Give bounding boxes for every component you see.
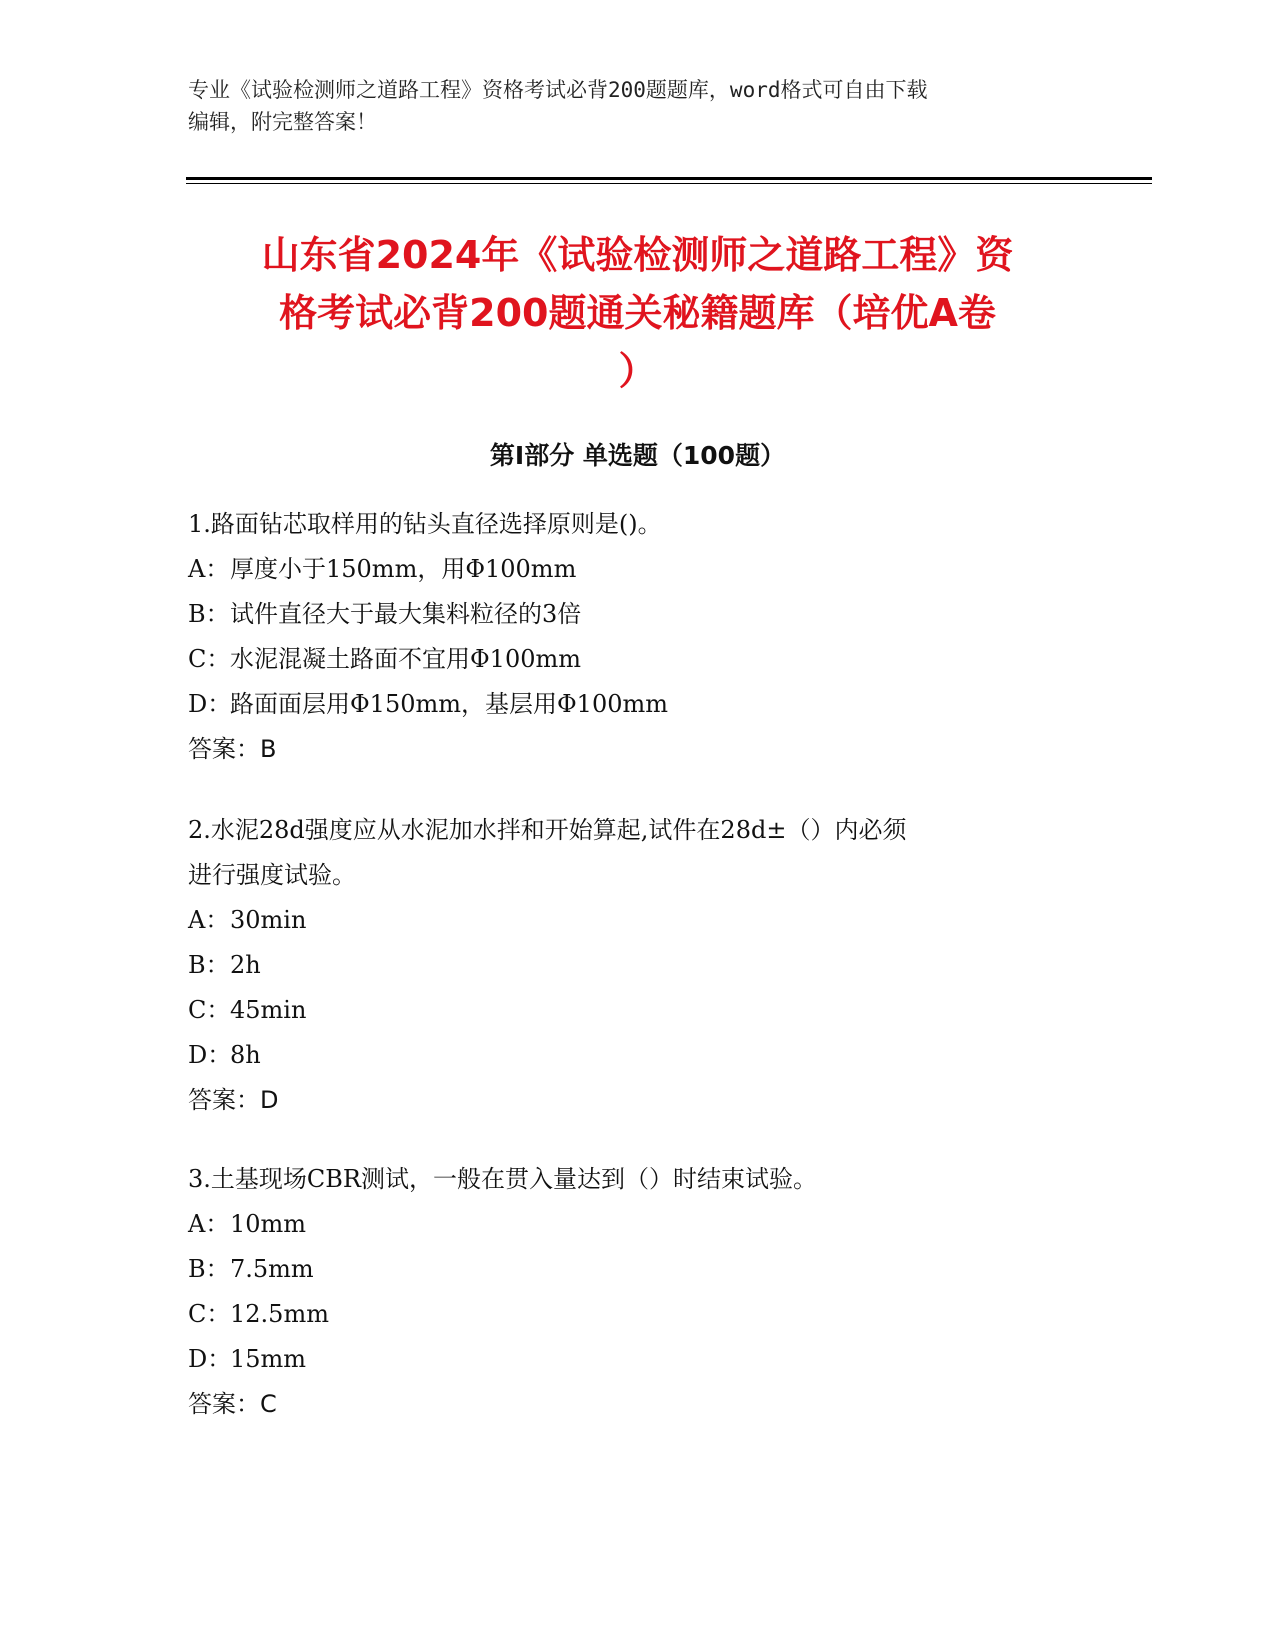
question-1 (188, 502, 1088, 772)
option-text: 30min (230, 906, 307, 934)
option-key: A： (188, 1210, 230, 1238)
option-b (188, 943, 1088, 988)
option-d (188, 682, 1088, 727)
option-c (188, 988, 1088, 1033)
title-line-2: 格考试必背200题通关秘籍题库（培优A卷 (279, 291, 996, 335)
option-key: B： (188, 951, 230, 979)
header-rule-thick (186, 177, 1152, 180)
option-d (188, 1337, 1088, 1382)
option-text: 12.5mm (230, 1300, 329, 1328)
answer: 答案：D (188, 1086, 279, 1114)
section-title: 第Ⅰ部分 单选题（100题） (489, 441, 786, 470)
option-b (188, 1247, 1088, 1292)
document-title (130, 226, 1145, 400)
question-stem-continued: 进行强度试验。 (188, 861, 356, 889)
option-text: 10mm (230, 1210, 307, 1238)
option-text: 路面面层用Φ150mm，基层用Φ100mm (230, 690, 668, 718)
option-c (188, 637, 1088, 682)
option-text: 厚度小于150mm，用Φ100mm (230, 555, 577, 583)
question-2 (188, 808, 1088, 1123)
title-line-3: ） (618, 349, 657, 393)
option-key: C： (188, 1300, 231, 1328)
option-text: 15mm (230, 1345, 307, 1373)
option-key: B： (188, 1255, 230, 1283)
option-text: 8h (230, 1041, 261, 1069)
option-d (188, 1033, 1088, 1078)
option-c (188, 1292, 1088, 1337)
question-stem: 2.水泥28d强度应从水泥加水拌和开始算起,试件在28d±（）内必须 (188, 816, 907, 844)
option-key: C： (188, 645, 231, 673)
header-note-line-1: 专业《试验检测师之道路工程》资格考试必背200题题库，word格式可自由下载 (188, 78, 928, 102)
option-b (188, 592, 1088, 637)
header-note (188, 74, 1088, 138)
option-key: D： (188, 1345, 232, 1373)
answer: 答案：C (188, 1390, 277, 1418)
option-key: D： (188, 690, 232, 718)
answer: 答案：B (188, 735, 277, 763)
option-key: C： (188, 996, 231, 1024)
option-key: D： (188, 1041, 232, 1069)
option-a (188, 898, 1088, 943)
question-stem: 3.土基现场CBR测试，一般在贯入量达到（）时结束试验。 (188, 1165, 817, 1193)
question-stem: 1.路面钻芯取样用的钻头直径选择原则是()。 (188, 510, 662, 538)
option-text: 2h (230, 951, 261, 979)
option-key: A： (188, 906, 230, 934)
header-rule-thin (186, 183, 1152, 184)
header-note-line-2: 编辑，附完整答案！ (188, 110, 377, 134)
option-text: 水泥混凝土路面不宜用Φ100mm (230, 645, 581, 673)
option-key: B： (188, 600, 230, 628)
option-key: A： (188, 555, 230, 583)
option-text: 45min (230, 996, 307, 1024)
title-line-1: 山东省2024年《试验检测师之道路工程》资 (261, 233, 1014, 277)
option-a (188, 1202, 1088, 1247)
option-text: 试件直径大于最大集料粒径的3倍 (230, 600, 582, 628)
option-a (188, 547, 1088, 592)
option-text: 7.5mm (230, 1255, 314, 1283)
question-3 (188, 1157, 1088, 1427)
